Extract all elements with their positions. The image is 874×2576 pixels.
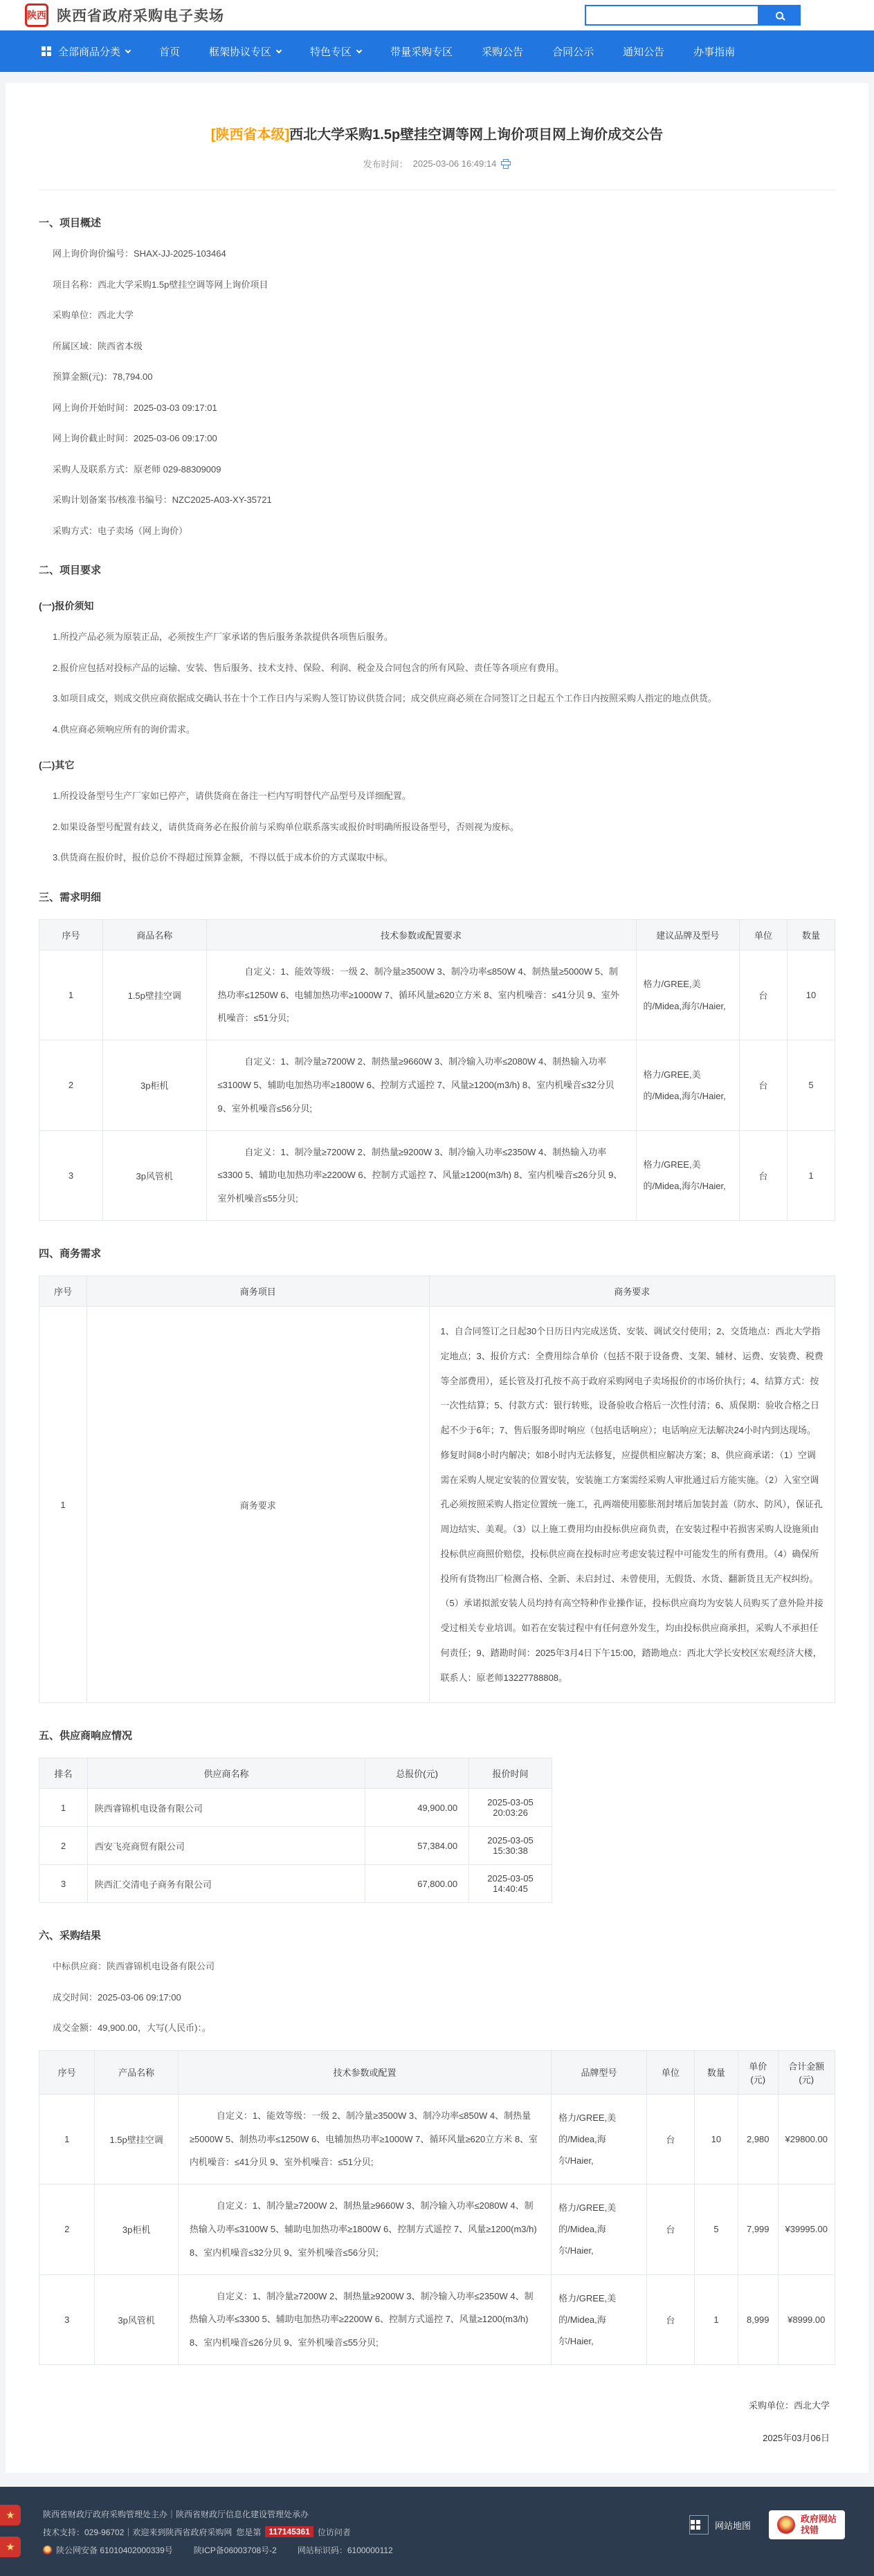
cell-total: ¥29800.00 — [778, 2094, 835, 2184]
search-bar — [585, 5, 801, 26]
nav-item-label: 带量采购专区 — [390, 46, 453, 58]
cell-brand: 格力/GREE,美的/Midea,海尔/Haier, — [552, 2184, 647, 2274]
nav-item[interactable] — [693, 44, 735, 59]
search-icon — [776, 12, 783, 19]
top-header — [0, 0, 874, 30]
cell-price: 67,800.00 — [365, 1865, 469, 1903]
field-label: 采购人及联系方式： — [53, 463, 134, 475]
publish-time-row — [39, 157, 835, 170]
section-business-heading: 四、商务需求 — [39, 1248, 102, 1260]
cell-name: 3p柜机 — [103, 1040, 207, 1130]
overview-field — [39, 493, 835, 507]
printer-icon[interactable] — [501, 159, 511, 169]
field-value: 2025-03-03 09:17:01 — [134, 402, 217, 413]
section-overview-heading: 一、项目概述 — [39, 217, 102, 230]
cell-unit-price: 8,999 — [738, 2274, 778, 2364]
field-label: 项目名称： — [53, 279, 98, 290]
field-value: 2025-03-06 09:17:00 — [134, 433, 217, 444]
column-header: 单价(元) — [738, 2050, 778, 2094]
search-button[interactable] — [758, 5, 801, 26]
cell-qty: 5 — [694, 2184, 738, 2274]
cell-supplier: 陕西睿锦机电设备有限公司 — [87, 1789, 365, 1827]
nav-item-label: 通知公告 — [623, 46, 665, 58]
column-header: 技术参数或配置要求 — [206, 919, 636, 950]
result-field — [39, 2021, 835, 2035]
nav-item-label: 合同公示 — [552, 46, 594, 58]
main-nav — [0, 30, 874, 72]
footer-left-badges — [0, 2505, 21, 2557]
notice-items — [39, 630, 835, 736]
nav-item[interactable] — [623, 44, 664, 59]
site-logo-text: 陕西 — [27, 10, 46, 21]
field-label: 采购单位： — [53, 310, 98, 321]
sitemap-label: 网站地图 — [714, 2520, 751, 2531]
police-badge-icon — [43, 2546, 52, 2555]
nav-item-label: 首页 — [159, 46, 181, 58]
field-value: 原老师 029-88309009 — [134, 463, 221, 475]
cell-qty: 1 — [787, 1130, 835, 1220]
cell-unit: 台 — [646, 2094, 694, 2184]
column-header: 排名 — [39, 1758, 88, 1789]
column-header: 商务项目 — [87, 1276, 430, 1307]
column-header: 合计金额(元) — [778, 2050, 835, 2094]
cell-unit: 台 — [740, 1130, 787, 1220]
table-row — [39, 2274, 835, 2364]
emblem-icon — [777, 2516, 795, 2534]
business-table — [39, 1276, 835, 1703]
cell-name: 3p柜机 — [95, 2184, 179, 2274]
field-label: 成交金额： — [53, 2023, 98, 2034]
overview-field — [39, 524, 835, 538]
column-header: 产品名称 — [95, 2050, 179, 2094]
cell-rank: 3 — [39, 1865, 88, 1903]
region-tag: [陕西省本级] — [210, 127, 290, 143]
table-row — [39, 950, 835, 1040]
cell-time: 2025-03-05 15:30:38 — [469, 1827, 552, 1865]
cell-brand: 格力/GREE,美的/Midea,海尔/Haier, — [636, 1040, 740, 1130]
cell-no: 1 — [39, 2094, 95, 2184]
cell-name: 3p风管机 — [103, 1130, 207, 1220]
nav-item-label: 办事指南 — [693, 46, 736, 58]
overview-field — [39, 370, 835, 384]
announcement-card — [6, 83, 868, 2473]
nav-item-label: 特色专区 — [310, 46, 352, 58]
signoff-date: 2025年03月06日 — [763, 2432, 830, 2443]
cell-item: 商务要求 — [87, 1307, 430, 1703]
error-badge-line1: 政府网站 — [800, 2513, 837, 2524]
table-row — [39, 2184, 835, 2274]
site-logo — [25, 3, 48, 27]
announcement-title: 西北大学采购1.5p壁挂空调等网上询价项目网上询价成交公告 — [289, 127, 664, 143]
field-value: 西北大学采购1.5p壁挂空调等网上询价项目 — [98, 279, 268, 290]
cell-no: 1 — [39, 1307, 87, 1703]
overview-field — [39, 340, 835, 353]
field-label: 采购计划备案书/核准书编号： — [53, 495, 172, 506]
field-value: SHAX-JJ-2025-103464 — [134, 248, 226, 259]
nav-item[interactable] — [209, 44, 281, 59]
overview-field — [39, 278, 835, 292]
section-result-heading: 六、采购结果 — [39, 1930, 102, 1942]
field-label: 网上询价截止时间： — [53, 433, 134, 444]
cell-name: 1.5p壁挂空调 — [103, 950, 207, 1040]
section-responses-heading: 五、供应商响应情况 — [39, 1730, 133, 1742]
cell-qty: 10 — [787, 950, 835, 1040]
chevron-down-icon — [276, 47, 282, 53]
cell-unit: 台 — [646, 2274, 694, 2364]
overview-field — [39, 463, 835, 477]
table-row — [39, 1040, 835, 1130]
table-row — [39, 1865, 552, 1903]
overview-field — [39, 432, 835, 445]
cell-total: ¥8999.00 — [778, 2274, 835, 2364]
cell-no: 2 — [39, 1040, 103, 1130]
field-value: 陕西睿锦机电设备有限公司 — [107, 1961, 215, 1972]
column-header: 技术参数或配置 — [178, 2050, 551, 2094]
overview-field — [39, 247, 835, 261]
table-row — [39, 1789, 552, 1827]
signoff-org: 采购单位：西北大学 — [748, 2400, 830, 2411]
cell-brand: 格力/GREE,美的/Midea,海尔/Haier, — [636, 1130, 740, 1220]
column-header: 数量 — [694, 2050, 738, 2094]
demand-table — [39, 919, 835, 1221]
other-items — [39, 789, 835, 865]
cell-spec: 自定义：1、能效等级：一级 2、制冷量≥3500W 3、制冷功率≤850W 4、制热量≥5000W 5、制热功率≤1250W 6、电辅加热功率≥1000W 7、循环风量≥620立方米 8、室内机噪音：≤41分贝 9、室外机噪音：≤51分贝; — [206, 950, 636, 1040]
result-table — [39, 2050, 835, 2365]
cell-time: 2025-03-05 14:40:45 — [469, 1865, 552, 1903]
section-demand-heading: 三、需求明细 — [39, 891, 102, 903]
cell-name: 1.5p壁挂空调 — [95, 2094, 179, 2184]
other-item: 1.所投设备型号生产厂家如已停产，请供货商在备注一栏内写明替代产品型号及详细配置。 — [53, 791, 411, 802]
field-value: 49,900.00，大写(人民币)：。 — [98, 2023, 212, 2034]
cell-spec: 自定义：1、制冷量≥7200W 2、制热量≥9660W 3、制冷输入功率≤2080W 4、制热输入功率≤3100W 5、辅助电加热功率≥1800W 6、控制方式遥控 7、风量≥1200(m3/h) 8、室内机噪音≤32分贝 9、室外机噪音≤56分贝; — [206, 1040, 636, 1130]
cell-time: 2025-03-05 20:03:26 — [469, 1789, 552, 1827]
footer-support: 技术支持：029-96702｜欢迎来到陕西省政府采购网 — [43, 2527, 233, 2537]
cell-unit: 台 — [740, 1040, 787, 1130]
visitor-prefix: 您是第 — [236, 2527, 262, 2537]
notice-subheading: (一)报价须知 — [39, 600, 94, 612]
other-subheading: (二)其它 — [39, 760, 75, 771]
notice-item: 3.如项目成交，则成交供应商依据成交确认书在十个工作日内与采购人签订协议供货合同；成交供应商必须在合同签订之日起五个工作日内按照采购人指定的地点供货。 — [53, 693, 717, 704]
nav-item[interactable] — [159, 44, 180, 59]
cell-supplier: 陕西汇交清电子商务有限公司 — [87, 1865, 365, 1903]
cell-spec: 自定义：1、制冷量≥7200W 2、制热量≥9200W 3、制冷输入功率≤2350W 4、制热输入功率≤3300 5、辅助电加热功率≥2200W 6、控制方式遥控 7、风量≥1200(m3/h) 8、室内机噪音≤26分贝 9、室外机噪音≤55分贝; — [178, 2274, 551, 2364]
field-value: 陕西省本级 — [98, 340, 143, 351]
field-label: 预算金额(元)： — [53, 371, 113, 383]
chevron-down-icon — [125, 47, 131, 53]
field-value: 西北大学 — [98, 310, 134, 321]
cell-name: 3p风管机 — [95, 2274, 179, 2364]
nav-item[interactable] — [482, 44, 523, 59]
nav-item[interactable] — [42, 44, 130, 59]
page-title — [39, 125, 835, 145]
cell-price: 57,384.00 — [365, 1827, 469, 1865]
cell-price: 49,900.00 — [365, 1789, 469, 1827]
column-header: 建议品牌及型号 — [636, 919, 740, 950]
publish-time-value: 2025-03-06 16:49:14 — [412, 158, 497, 169]
column-header: 供应商名称 — [87, 1758, 365, 1789]
site-title: 陕西省政府采购电子卖场 — [57, 8, 224, 24]
result-fields — [39, 1960, 835, 2035]
error-badge-line2: 找错 — [800, 2525, 819, 2536]
result-field — [39, 1960, 835, 1974]
nav-item[interactable] — [310, 44, 361, 59]
field-value: 78,794.00 — [112, 371, 153, 383]
field-label: 网上询价询价编号： — [53, 248, 134, 259]
emblem-icon[interactable]: ★ — [0, 2505, 21, 2526]
emblem-icon[interactable]: ★ — [0, 2537, 21, 2557]
page-footer — [0, 2487, 874, 2576]
other-item: 3.供货商在报价时，报价总价不得超过预算金额，不得以低于成本价的方式谋取中标。 — [53, 852, 393, 863]
table-row — [39, 2094, 835, 2184]
cell-unit: 台 — [646, 2184, 694, 2274]
column-header: 报价时间 — [469, 1758, 552, 1789]
site-code: 网站标识码：6100000112 — [297, 2545, 393, 2555]
cell-brand: 格力/GREE,美的/Midea,海尔/Haier, — [552, 2094, 647, 2184]
chevron-down-icon — [356, 47, 362, 53]
field-value: 电子卖场（网上询价） — [98, 525, 188, 536]
other-item: 2.如果设备型号配置有歧义，请供货商务必在报价前与采购单位联系落实或报价时明确所报设备型号，否则视为废标。 — [53, 821, 519, 832]
field-label: 成交时间： — [53, 1991, 98, 2003]
cell-total: ¥39995.00 — [778, 2184, 835, 2274]
field-label: 中标供应商： — [53, 1961, 107, 1972]
business-table-header-row — [39, 1276, 835, 1307]
cell-business-text: 1、自合同签订之日起30个日历日内完成送货、安装、调试交付使用；2、交货地点：西北大学指定地点；3、报价方式：全费用综合单价（包括不限于设备费、支架、辅材、运费、安装费、税费等全部费用），延长管及打孔按不高于政府采购网电子卖场报价的市场价执行；4、结算方式：按一次性结算；5、付款方式：银行转账，设备验收合格后一次性付清；6、质保期：验收合格之日起不少于6年；7、售后服务即时响应（包括电话响应）；电话响应无法解决24小时内到达现场。修复时间8小时内解决；如8小时内无法修复，应提供相应解决方案；8、供应商承诺：（1）空调需在采购人规定安装的位置安装，安装施工方案需经采购人审批通过后方能实施。（2）入室空调孔必须按照采购人指定位置统一施工，孔两端使用膨胀剂封堵后加装封盖（防水、防风），保证孔周边结实、美观。（3）以上施工费用均由投标供应商负责，在安装过程中若损害采购人设施须由投标供应商照价赔偿，投标供应商在投标时应考虑安装过程中可能发生的所有费用。（4）确保所投所有货物出厂检测合格、全新、未启封过、未曾使用，无假货、水货、翻新货且无产权纠纷。（5）承诺拟派安装人员均持有高空特种作业操作证，投标供应商均为安装人员购买了意外险并接受过相关专业培训。如若在安装过程中有任何意外发生，均由投标供应商承担，采购人不承担任何责任；9、踏勘时间：2025年3月4日下午15:00，踏勘地点：西北大学长安校区宏观经济大楼，联系人：原老师13227788808。 — [429, 1307, 835, 1703]
table-row — [39, 1130, 835, 1220]
column-header: 品牌型号 — [552, 2050, 647, 2094]
cell-qty: 1 — [694, 2274, 738, 2364]
column-header: 序号 — [39, 1276, 87, 1307]
table-row — [39, 1307, 835, 1703]
cell-unit: 台 — [740, 950, 787, 1040]
footer-organizer: 陕西省财政厅政府采购管理处主办｜陕西省财政厅信息化建设管理处承办 — [43, 2509, 309, 2519]
cell-no: 1 — [39, 950, 103, 1040]
overview-field — [39, 309, 835, 322]
icp-beian-link[interactable]: 陕ICP备06003708号-2 — [193, 2545, 277, 2555]
cell-spec: 自定义：1、制冷量≥7200W 2、制热量≥9660W 3、制冷输入功率≤2080W 4、制热输入功率≤3100W 5、辅助电加热功率≥1800W 6、控制方式遥控 7、风量≥1200(m3/h) 8、室内机噪音≤32分贝 9、室外机噪音≤56分贝; — [178, 2184, 551, 2274]
table-row — [39, 1827, 552, 1865]
field-label: 网上询价开始时间： — [53, 402, 134, 413]
notice-item: 4.供应商必须响应所有的询价需求。 — [53, 724, 195, 735]
demand-table-header-row — [39, 919, 835, 950]
column-header: 单位 — [740, 919, 787, 950]
notice-item: 2.报价应包括对投标产品的运输、安装、售后服务、技术支持、保险、利润、税金及合同包含的所有风险、责任等各项应有费用。 — [53, 662, 564, 673]
notice-item: 1.所投产品必须为原装正品，必须按生产厂家承诺的售后服务条款提供各项售后服务。 — [53, 632, 393, 643]
cell-brand: 格力/GREE,美的/Midea,海尔/Haier, — [636, 950, 740, 1040]
column-header: 商品名称 — [103, 919, 207, 950]
cell-unit-price: 7,999 — [738, 2184, 778, 2274]
column-header: 单位 — [646, 2050, 694, 2094]
cell-spec: 自定义：1、制冷量≥7200W 2、制热量≥9200W 3、制冷输入功率≤2350W 4、制热输入功率≤3300 5、辅助电加热功率≥2200W 6、控制方式遥控 7、风量≥1200(m3/h) 8、室内机噪音≤26分贝 9、室外机噪音≤55分贝; — [206, 1130, 636, 1220]
cell-no: 2 — [39, 2184, 95, 2274]
cell-supplier: 西安飞亮商贸有限公司 — [87, 1827, 365, 1865]
visitor-suffix: 位访问者 — [317, 2527, 351, 2537]
nav-item-label: 全部商品分类 — [58, 46, 121, 58]
search-input[interactable] — [585, 5, 758, 26]
section-requirements-heading: 二、项目要求 — [39, 564, 102, 577]
column-header: 商务要求 — [429, 1276, 835, 1307]
result-field — [39, 1991, 835, 2005]
overview-fields — [39, 247, 835, 537]
cell-no: 3 — [39, 1130, 103, 1220]
column-header: 序号 — [39, 2050, 95, 2094]
cell-brand: 格力/GREE,美的/Midea,海尔/Haier, — [552, 2274, 647, 2364]
cell-no: 3 — [39, 2274, 95, 2364]
field-value: 2025-03-06 09:17:00 — [98, 1991, 181, 2003]
column-header: 总报价(元) — [365, 1758, 469, 1789]
cell-rank: 2 — [39, 1827, 88, 1865]
nav-item-label: 采购公告 — [482, 46, 524, 58]
gongan-beian-link[interactable]: 陕公网安备 61010402000339号 — [56, 2545, 173, 2555]
field-label: 采购方式： — [53, 525, 98, 536]
cell-spec: 自定义：1、能效等级：一级 2、制冷量≥3500W 3、制冷功率≤850W 4、制热量≥5000W 5、制热功率≤1250W 6、电辅加热功率≥1000W 7、循环风量≥620立方米 8、室内机噪音：≤41分贝 9、室外机噪音：≤51分贝; — [178, 2094, 551, 2184]
cell-rank: 1 — [39, 1789, 88, 1827]
column-header: 数量 — [787, 919, 835, 950]
visitor-count: 117145361 — [265, 2526, 313, 2537]
column-header: 序号 — [39, 919, 103, 950]
sitemap-icon — [689, 2515, 709, 2534]
overview-field — [39, 401, 835, 415]
cell-qty: 10 — [694, 2094, 738, 2184]
publish-time-label: 发布时间： — [363, 159, 408, 170]
gov-site-error-badge[interactable] — [769, 2510, 845, 2540]
nav-item[interactable] — [390, 44, 453, 59]
cell-qty: 5 — [787, 1040, 835, 1130]
responses-table — [39, 1758, 552, 1903]
field-value: NZC2025-A03-XY-35721 — [172, 495, 272, 506]
responses-table-header-row — [39, 1758, 552, 1789]
grid-icon — [42, 46, 51, 56]
result-table-header-row — [39, 2050, 835, 2094]
field-label: 所属区域： — [53, 340, 98, 351]
sitemap-link[interactable] — [689, 2515, 751, 2534]
nav-item[interactable] — [552, 44, 594, 59]
nav-item-label: 框架协议专区 — [209, 46, 272, 58]
cell-unit-price: 2,980 — [738, 2094, 778, 2184]
